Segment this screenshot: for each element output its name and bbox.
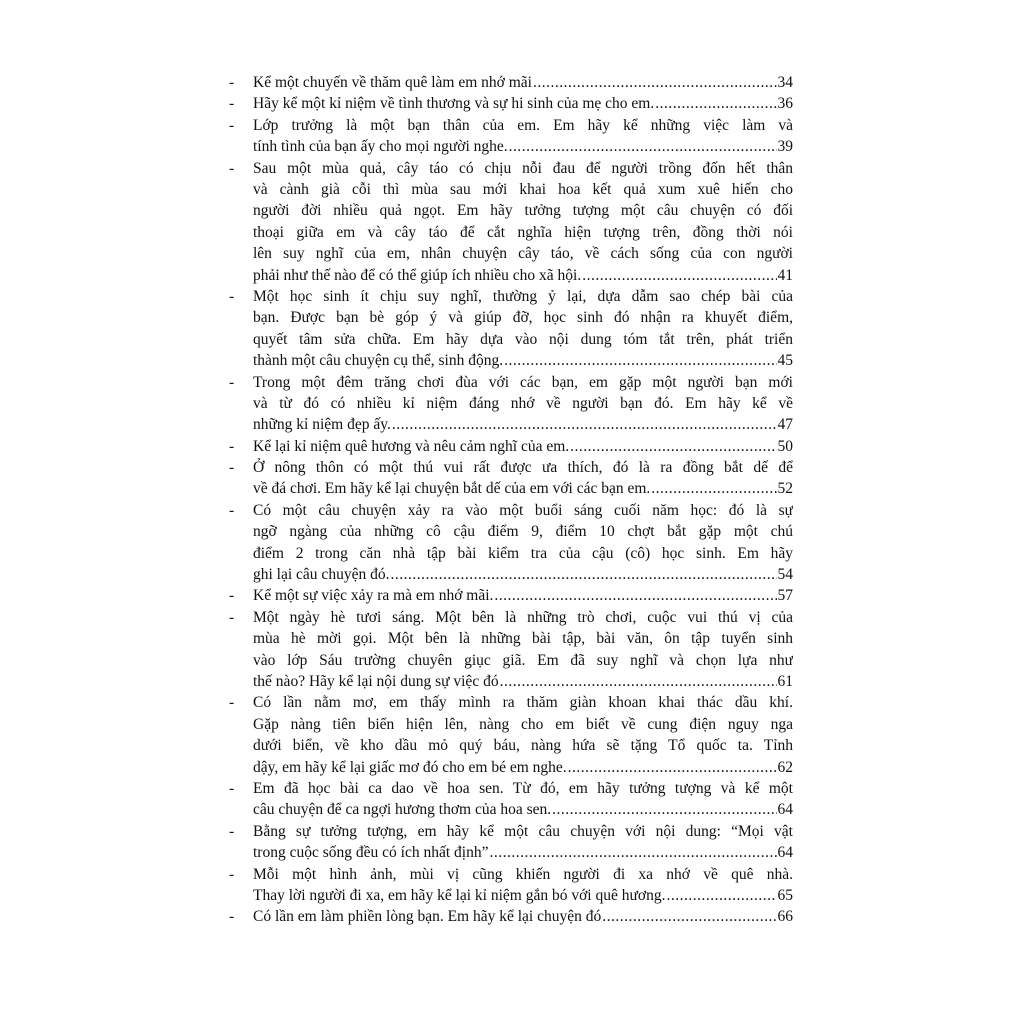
toc-entry-text: [253, 372, 793, 436]
toc-entry-line-text: phải như thế nào để có thể giúp ích nhiều cho xã hội.: [253, 266, 582, 284]
table-of-contents: [229, 72, 793, 928]
toc-entry-line: lên suy nghĩ của em, nhân chuyện cây táo, về cách sống của con người: [253, 245, 793, 263]
toc-entry-text: [253, 692, 793, 778]
toc-entry-text: [253, 436, 793, 457]
toc-entry-line: [253, 885, 793, 906]
toc-entry-text: [253, 286, 793, 372]
toc-entry-text: [253, 585, 793, 606]
toc-entry-line: [253, 478, 793, 499]
page-number: 34: [777, 74, 793, 91]
toc-entry-text: [253, 457, 793, 500]
toc-entry: [229, 158, 793, 286]
page-number: 39: [777, 138, 793, 156]
toc-entry-line: Một học sinh ít chịu suy nghĩ, thường ỷ lại, dựa dẫm sao chép bài của: [253, 287, 793, 305]
toc-entry-text: [253, 158, 793, 286]
toc-entry-line: [253, 136, 793, 157]
page-number: 50: [777, 437, 793, 455]
page-number: 62: [777, 758, 793, 776]
toc-bullet: -: [229, 587, 235, 605]
toc-bullet: -: [229, 694, 235, 712]
toc-entry-text: [253, 115, 793, 158]
toc-entry-line: [253, 842, 793, 863]
page-number: 64: [777, 844, 793, 862]
toc-entry-line: [253, 93, 793, 114]
toc-entry-line: Có lần nằm mơ, em thấy mình ra thăm giàn khoan khai thác dầu khí.: [253, 694, 793, 712]
toc-entry-line-text: Có lần em làm phiền lòng bạn. Em hãy kể lại chuyện đó: [253, 908, 602, 926]
toc-entry-text: [253, 906, 793, 927]
toc-entry: [229, 692, 793, 778]
toc-entry-line-text: Kể lại kỉ niệm quê hương và nêu cảm nghĩ của em.: [253, 437, 570, 455]
toc-entry-text: [253, 864, 793, 907]
toc-entry-line: Mỗi một hình ảnh, mùi vị cũng khiến người đi xa nhớ về quê nhà.: [253, 865, 793, 883]
toc-entry: [229, 72, 793, 93]
toc-entry: [229, 585, 793, 606]
dot-leader: [570, 436, 776, 457]
toc-bullet: -: [229, 74, 235, 91]
dot-leader: [489, 842, 776, 863]
toc-entry-line: và từ đó có nhiều kỉ niệm đáng nhớ về người bạn đó. Em hãy kể về: [253, 394, 793, 412]
toc-entry-line: dưới biển, về kho dầu mỏ quý báu, nàng hứa sẽ tặng Tổ quốc ta. Tỉnh: [253, 737, 793, 755]
dot-leader: [568, 757, 777, 778]
toc-entry-line-text: ghi lại câu chuyện đó.: [253, 566, 390, 584]
page-number: 65: [777, 886, 793, 904]
toc-entry-line-text: câu chuyện để ca ngợi hương thơm của hoa sen.: [253, 801, 552, 819]
toc-entry: [229, 436, 793, 457]
toc-entry: [229, 778, 793, 821]
page-number: 45: [777, 352, 793, 370]
toc-entry-line-text: thế nào? Hãy kể lại nội dung sự việc đó: [253, 673, 499, 690]
toc-entry-text: [253, 821, 793, 864]
toc-entry-line: quyết tâm sửa chữa. Em hãy dựa vào nội dung tóm tắt trên, phát triển: [253, 330, 793, 348]
toc-entry: [229, 93, 793, 114]
toc-entry: [229, 607, 793, 693]
toc-entry-line: [253, 436, 793, 457]
toc-entry-line: Bằng sự tưởng tượng, em hãy kể một câu chuyện với nội dung: “Mọi vật: [253, 822, 793, 840]
toc-entry-line-text: Thay lời người đi xa, em hãy kể lại kỉ niệm gắn bó với quê hương.: [253, 886, 666, 904]
toc-entry-line: và cành già cỗi thì mùa sau mới khai hoa kết quả xum xuê hiến cho: [253, 180, 793, 198]
dot-leader: [582, 265, 776, 286]
toc-bullet: -: [229, 608, 235, 626]
toc-bullet: -: [229, 865, 235, 883]
toc-entry-line: mùa hè mời gọi. Một bên là những bài tập, bài văn, ôn tập tuyển sinh: [253, 630, 793, 648]
dot-leader: [651, 478, 776, 499]
toc-bullet: -: [229, 159, 235, 177]
page-number: 66: [777, 908, 793, 926]
toc-entry-text: [253, 500, 793, 586]
toc-bullet: -: [229, 437, 235, 455]
toc-entry-line: Một ngày hè tươi sáng. Một bên là những trò chơi, cuộc vui thú vị của: [253, 608, 793, 626]
dot-leader: [392, 414, 777, 435]
dot-leader: [533, 72, 777, 93]
dot-leader: [655, 93, 776, 114]
toc-entry-line: người đời nhiều quả ngọt. Em hãy tưởng tượng một câu chuyện có đối: [253, 202, 793, 220]
toc-entry-line-text: Hãy kể một kỉ niệm về tình thương và sự hi sinh của mẹ cho em.: [253, 95, 655, 113]
toc-entry-line-text: trong cuộc sống đều có ích nhất định”: [253, 844, 489, 862]
toc-entry-line: bạn. Được bạn bè góp ý và giúp đỡ, học sinh đó nhận ra khuyết điểm,: [253, 309, 793, 327]
toc-entry-line: điểm 2 trong căn nhà tập bài kiểm tra của cậu (cô) học sinh. Em hãy: [253, 544, 793, 562]
dot-leader: [509, 136, 777, 157]
page-number: 47: [777, 416, 793, 434]
toc-bullet: -: [229, 373, 235, 391]
toc-entry-line-text: về đá chơi. Em hãy kể lại chuyện bắt dế của em với các bạn em.: [253, 480, 651, 498]
dot-leader: [602, 906, 776, 927]
toc-entry-text: [253, 778, 793, 821]
toc-bullet: -: [229, 501, 235, 519]
page-number: 52: [777, 480, 793, 498]
toc-entry-line: Em đã học bài ca dao về hoa sen. Từ đó, em hãy tưởng tượng và kể một: [253, 779, 793, 797]
toc-entry-line: thoại giữa em và cây táo để cắt nghĩa hiện tượng trên, đồng thời nói: [253, 223, 793, 241]
dot-leader: [500, 671, 777, 692]
page-number: 61: [777, 673, 793, 690]
toc-entry-line-text: những kỉ niệm đẹp ấy.: [253, 416, 391, 434]
toc-bullet: -: [229, 908, 235, 926]
dot-leader: [504, 350, 776, 371]
toc-entry: [229, 457, 793, 500]
toc-entry-line: [253, 799, 793, 820]
toc-entry-line: [253, 757, 793, 778]
toc-entry-line: Lớp trưởng là một bạn thân của em. Em hãy kể những việc làm và: [253, 116, 793, 134]
toc-entry-line: [253, 906, 793, 927]
page-number: 64: [777, 801, 793, 819]
toc-bullet: -: [229, 459, 235, 477]
page-number: 41: [777, 266, 793, 284]
toc-bullet: -: [229, 822, 235, 840]
toc-entry-line: [253, 414, 793, 435]
toc-entry: [229, 864, 793, 907]
toc-entry: [229, 115, 793, 158]
toc-entry-line: [253, 350, 793, 371]
toc-entry-line: ngỡ ngàng của những cô cậu điểm 9, điểm 10 chợt bắt gặp một chú: [253, 523, 793, 541]
page-number: 36: [777, 95, 793, 113]
toc-entry-line: [253, 265, 793, 286]
page-number: 57: [777, 587, 793, 605]
dot-leader: [666, 885, 776, 906]
toc-entry-line-text: tính tình của bạn ấy cho mọi người nghe.: [253, 138, 508, 156]
toc-bullet: -: [229, 287, 235, 305]
toc-entry-line: Ở nông thôn có một thú vui rất được ưa thích, đó là ra đồng bắt dế để: [253, 459, 793, 477]
toc-entry-line: [253, 671, 793, 692]
toc-entry-text: [253, 607, 793, 693]
toc-entry: [229, 906, 793, 927]
dot-leader: [494, 585, 776, 606]
toc-entry: [229, 286, 793, 372]
toc-entry: [229, 500, 793, 586]
toc-entry: [229, 372, 793, 436]
toc-entry-line: vào lớp Sáu trường chuyên giục giã. Em đã suy nghĩ và chọn lựa như: [253, 651, 793, 669]
toc-entry-text: [253, 93, 793, 114]
toc-entry-line-text: dậy, em hãy kể lại giấc mơ đó cho em bé em nghe.: [253, 758, 567, 776]
toc-entry-line: [253, 564, 793, 585]
toc-entry-line: Trong một đêm trăng chơi đùa với các bạn, em gặp một người bạn mới: [253, 373, 793, 391]
toc-entry-line: Sau một mùa quả, cây táo có chịu nỗi đau để người trồng đốn hết thân: [253, 159, 793, 177]
dot-leader: [390, 564, 776, 585]
toc-bullet: -: [229, 116, 235, 134]
toc-entry-line: Gặp nàng tiên biển hiện lên, nàng cho em biết về cung điện nguy nga: [253, 715, 793, 733]
dot-leader: [552, 799, 776, 820]
toc-entry-line: [253, 72, 793, 93]
toc-entry: [229, 821, 793, 864]
toc-entry-line: [253, 585, 793, 606]
page-number: 54: [777, 566, 793, 584]
toc-entry-line: Có một câu chuyện xảy ra vào một buổi sáng cuối năm học: đó là sự: [253, 501, 793, 519]
toc-entry-line-text: Kể một sự việc xảy ra mà em nhớ mãi.: [253, 587, 494, 605]
toc-entry-line-text: Kể một chuyến về thăm quê làm em nhớ mãi: [253, 74, 532, 91]
toc-bullet: -: [229, 95, 235, 113]
toc-entry-text: [253, 72, 793, 93]
toc-bullet: -: [229, 779, 235, 797]
toc-entry-line-text: thành một câu chuyện cụ thể, sinh động.: [253, 352, 504, 370]
